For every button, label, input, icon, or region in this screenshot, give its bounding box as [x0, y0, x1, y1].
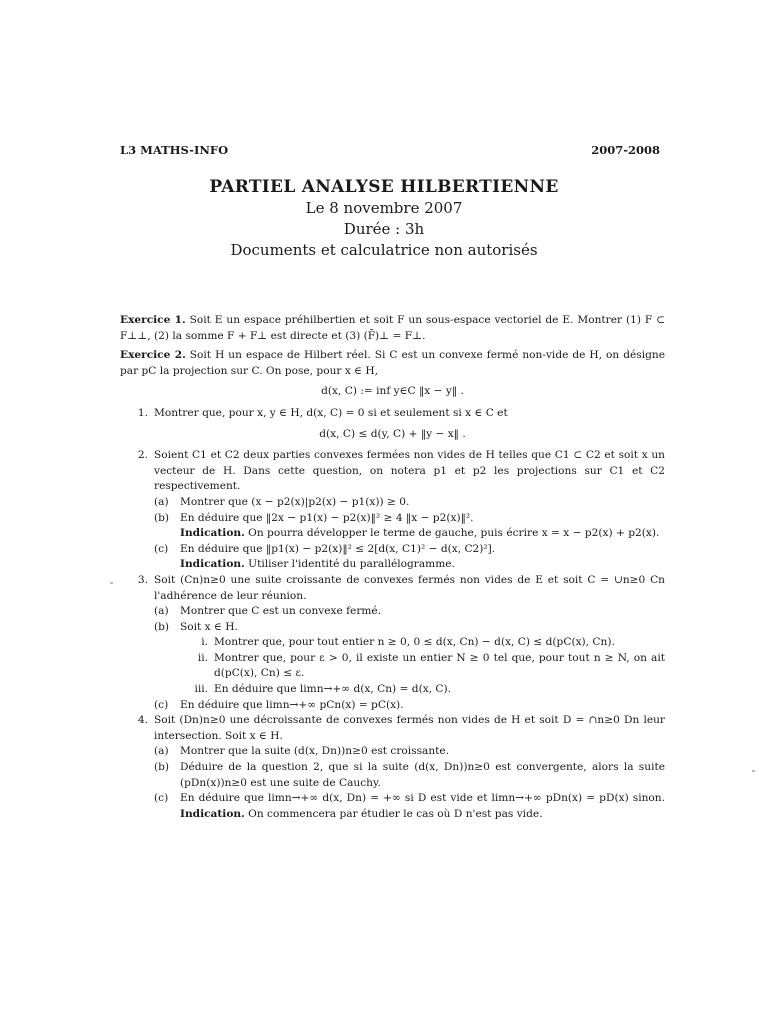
exercise-1-text: Soit E un espace préhilbertien et soit F un sous-espace vectoriel de E. Montrer (1) F ⊂ F⊥⊥, (2) la somme F + F⊥ est directe et (3) (F̄)⊥ = F⊥. [120, 314, 666, 342]
hint-text: Utiliser l'identité du parallélogramme. [248, 558, 455, 571]
subquestion-label: (c) [154, 792, 169, 805]
subquestion-text: Montrer que, pour tout entier n ≥ 0, 0 ≤ d(x, Cn) − d(x, C) ≤ d(pC(x), Cn). [214, 636, 615, 649]
question-4 [120, 713, 665, 744]
subquestion-text: En déduire que limn→+∞ d(x, Dn) = +∞ si D est vide et limn→+∞ pDn(x) = pD(x) sinon. [180, 792, 665, 805]
exercise-1-label: Exercice 1. [120, 314, 186, 326]
subquestion-label: (c) [154, 698, 169, 711]
subquestion-text: Montrer que C est un convexe fermé. [180, 605, 382, 618]
exercise-2-intro [120, 348, 665, 379]
question-4b [154, 760, 665, 791]
subquestion-label: (a) [154, 495, 169, 508]
exam-rules: Documents et calculatrice non autorisés [230, 241, 538, 259]
scan-speck [752, 770, 755, 772]
question-4c [154, 791, 665, 822]
subquestion-text: En déduire que ‖p1(x) − p2(x)‖² ≤ 2[d(x, C1)² − d(x, C2)²]. [180, 542, 496, 555]
subquestion-text: En déduire que limn→+∞ d(x, Cn) = d(x, C). [214, 683, 452, 696]
subquestion-label: (a) [154, 605, 169, 618]
question-number: 1. [137, 406, 148, 419]
hint-text: On commencera par étudier le cas où D n'est pas vide. [248, 807, 543, 820]
question-2a [154, 495, 665, 511]
exam-duration: Durée : 3h [343, 220, 425, 238]
question-2 [120, 448, 665, 495]
subquestion-label: (c) [154, 542, 169, 555]
exercise-2-label: Exercice 2. [120, 349, 186, 362]
question-text: Soit (Cn)n≥0 une suite croissante de convexes fermés non vides de E et soit C = ∪n≥0 Cn l'adhérence de leur réunion. [154, 573, 665, 602]
subquestion-text: Montrer que, pour ε > 0, il existe un entier N ≥ 0 tel que, pour tout n ≥ N, on ait d(pC(x), Cn) ≤ ε. [214, 651, 665, 680]
question-3b [154, 620, 665, 636]
subquestion-text: Soit x ∈ H. [180, 620, 238, 633]
question-4a [154, 744, 665, 760]
subquestion-text: En déduire que ‖2x − p1(x) − p2(x)‖² ≥ 4 ‖x − p2(x)‖². [180, 511, 474, 524]
question-1 [120, 406, 665, 422]
question-3c [154, 698, 665, 714]
hint-label: Indication. [180, 807, 245, 820]
exam-title: PARTIEL ANALYSE HILBERTIENNE [209, 177, 559, 197]
question-number: 4. [137, 714, 148, 727]
distance-definition: d(x, C) := inf y∈C ‖x − y‖ . [321, 385, 464, 398]
exercise-1 [120, 313, 665, 344]
subquestion-text: Montrer que la suite (d(x, Dn))n≥0 est croissante. [180, 745, 450, 758]
question-3b-i [188, 635, 665, 651]
hint-label: Indication. [180, 527, 245, 540]
exercise-2-text: Soit H un espace de Hilbert réel. Si C est un convexe fermé non-vide de H, on désigne par pC la projection sur C. On pose, pour x ∈ H, [120, 349, 665, 377]
subquestion-label: (b) [154, 761, 170, 774]
course-label: L3 MATHS-INFO [120, 143, 229, 157]
subquestion-label: ii. [197, 651, 208, 664]
question-3b-iii [188, 682, 665, 698]
question-1-formula: d(x, C) ≤ d(y, C) + ‖y − x‖ . [319, 427, 466, 440]
subquestion-label: (b) [154, 511, 170, 524]
scan-speck [110, 582, 113, 584]
subquestion-label: (a) [154, 745, 169, 758]
subquestion-label: (b) [154, 620, 170, 633]
subquestion-text: Déduire de la question 2, que si la suite (d(x, Dn))n≥0 est convergente, alors la suite (pDn(x))n≥0 est une suite de Cauchy. [180, 761, 665, 789]
subquestion-text: En déduire que limn→+∞ pCn(x) = pC(x). [180, 698, 404, 711]
subquestion-text: Montrer que (x − p2(x)|p2(x) − p1(x)) ≥ 0. [180, 495, 410, 508]
question-number: 3. [137, 573, 148, 586]
subquestion-label: iii. [194, 683, 208, 696]
title-block [0, 176, 768, 261]
question-text: Montrer que, pour x, y ∈ H, d(x, C) = 0 si et seulement si x ∈ C et [154, 406, 508, 419]
question-number: 2. [137, 449, 148, 462]
question-3 [120, 573, 665, 604]
question-text: Soient C1 et C2 deux parties convexes fermées non vides de H telles que C1 ⊂ C2 et soit x un vecteur de H. Dans cette question, on notera p1 et p2 les projections sur C1 et C2 respectivement. [154, 449, 665, 493]
hint-label: Indication. [180, 558, 245, 571]
exam-date: Le 8 novembre 2007 [305, 199, 463, 217]
question-3a [154, 604, 665, 620]
hint-text: On pourra développer le terme de gauche, puis écrire x = x − p2(x) + p2(x). [248, 527, 660, 540]
exam-body [120, 313, 665, 822]
question-2c [154, 542, 665, 573]
question-3b-ii [188, 651, 665, 682]
question-text: Soit (Dn)n≥0 une décroissante de convexes fermés non vides de H et soit D = ∩n≥0 Dn leur intersection. Soit x ∈ H. [154, 714, 665, 742]
subquestion-label: i. [201, 636, 208, 649]
question-2b [154, 511, 665, 542]
academic-year: 2007-2008 [591, 143, 660, 157]
